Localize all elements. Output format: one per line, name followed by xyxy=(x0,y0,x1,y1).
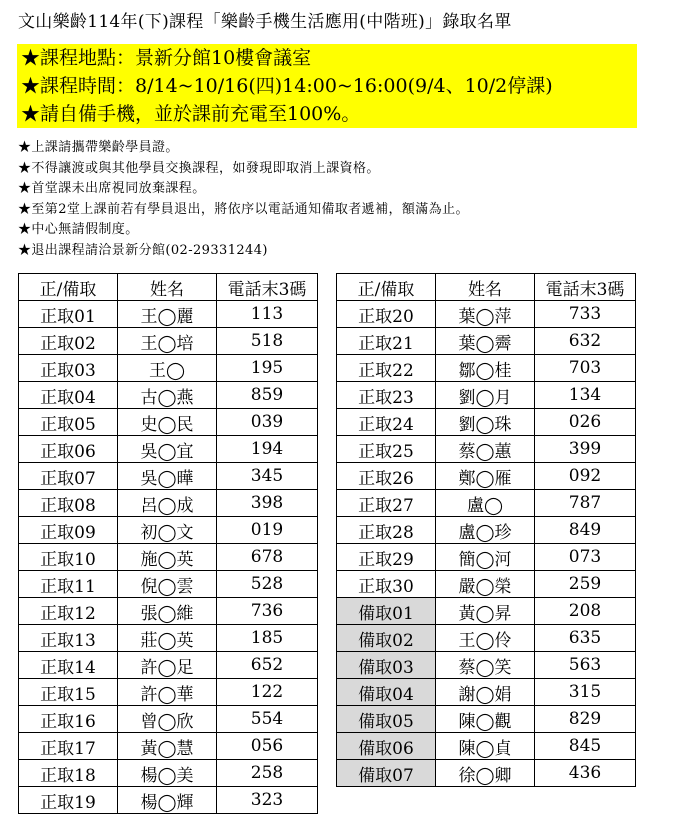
status-header: 正/備取 xyxy=(19,274,118,301)
status-cell: 正取18 xyxy=(19,760,118,787)
status-cell: 備取05 xyxy=(337,706,436,733)
name-cell: 許◯足 xyxy=(118,652,217,679)
roster-table-right xyxy=(336,273,636,787)
table-row xyxy=(19,301,318,328)
table-row xyxy=(337,760,636,787)
name-cell: 盧◯珍 xyxy=(436,517,535,544)
name-cell: 鄒◯桂 xyxy=(436,355,535,382)
phone-cell: 208 xyxy=(535,598,636,625)
status-cell: 正取28 xyxy=(337,517,436,544)
table-row xyxy=(337,409,636,436)
note-item: ★上課請攜帶樂齡學員證。 xyxy=(18,140,179,155)
name-cell: 蔡◯笑 xyxy=(436,652,535,679)
status-cell: 正取09 xyxy=(19,517,118,544)
table-row xyxy=(337,571,636,598)
status-cell: 正取30 xyxy=(337,571,436,598)
phone-cell: 518 xyxy=(217,328,318,355)
status-cell: 正取21 xyxy=(337,328,436,355)
phone-cell: 185 xyxy=(217,625,318,652)
status-cell: 正取06 xyxy=(19,436,118,463)
table-row xyxy=(337,733,636,760)
table-row xyxy=(19,490,318,517)
phone-cell: 733 xyxy=(535,301,636,328)
status-cell: 正取19 xyxy=(19,787,118,814)
table-row xyxy=(337,517,636,544)
name-cell: 楊◯輝 xyxy=(118,787,217,814)
phone-cell: 563 xyxy=(535,652,636,679)
table-row xyxy=(337,706,636,733)
table-row xyxy=(19,733,318,760)
phone-cell: 315 xyxy=(535,679,636,706)
status-cell: 正取10 xyxy=(19,544,118,571)
status-cell: 正取12 xyxy=(19,598,118,625)
table-row xyxy=(19,463,318,490)
status-cell: 正取07 xyxy=(19,463,118,490)
table-row xyxy=(337,301,636,328)
status-cell: 正取14 xyxy=(19,652,118,679)
table-row xyxy=(337,679,636,706)
phone-cell: 398 xyxy=(217,490,318,517)
table-row xyxy=(337,490,636,517)
name-cell: 嚴◯榮 xyxy=(436,571,535,598)
name-cell: 盧◯ xyxy=(436,490,535,517)
course-info-highlight xyxy=(17,44,637,128)
status-cell: 備取06 xyxy=(337,733,436,760)
table-header-row xyxy=(337,274,636,301)
rules-list xyxy=(18,138,668,262)
status-cell: 正取01 xyxy=(19,301,118,328)
phone-header: 電話末3碼 xyxy=(217,274,318,301)
table-row xyxy=(19,571,318,598)
name-cell: 劉◯月 xyxy=(436,382,535,409)
table-row xyxy=(337,328,636,355)
phone-cell: 019 xyxy=(217,517,318,544)
name-cell: 葉◯霽 xyxy=(436,328,535,355)
phone-cell: 056 xyxy=(217,733,318,760)
phone-cell: 859 xyxy=(217,382,318,409)
phone-cell: 073 xyxy=(535,544,636,571)
table-row xyxy=(337,652,636,679)
table-row xyxy=(337,598,636,625)
status-cell: 正取22 xyxy=(337,355,436,382)
name-cell: 古◯燕 xyxy=(118,382,217,409)
status-cell: 備取03 xyxy=(337,652,436,679)
table-row xyxy=(19,652,318,679)
status-cell: 正取27 xyxy=(337,490,436,517)
status-header: 正/備取 xyxy=(337,274,436,301)
table-row xyxy=(337,436,636,463)
name-cell: 王◯麗 xyxy=(118,301,217,328)
phone-cell: 113 xyxy=(217,301,318,328)
table-row xyxy=(19,544,318,571)
name-cell: 史◯民 xyxy=(118,409,217,436)
table-row xyxy=(19,787,318,814)
status-cell: 正取02 xyxy=(19,328,118,355)
name-cell: 初◯文 xyxy=(118,517,217,544)
phone-cell: 194 xyxy=(217,436,318,463)
table-row xyxy=(19,328,318,355)
status-cell: 正取17 xyxy=(19,733,118,760)
phone-cell: 092 xyxy=(535,463,636,490)
name-cell: 鄭◯雁 xyxy=(436,463,535,490)
status-cell: 正取13 xyxy=(19,625,118,652)
name-cell: 陳◯觀 xyxy=(436,706,535,733)
name-cell: 吳◯宜 xyxy=(118,436,217,463)
phone-cell: 195 xyxy=(217,355,318,382)
table-row xyxy=(337,382,636,409)
status-cell: 正取05 xyxy=(19,409,118,436)
phone-cell: 436 xyxy=(535,760,636,787)
name-cell: 呂◯成 xyxy=(118,490,217,517)
status-cell: 正取03 xyxy=(19,355,118,382)
note-item: ★退出課程請洽景新分館(02-29331244) xyxy=(18,242,268,258)
status-cell: 正取26 xyxy=(337,463,436,490)
phone-cell: 399 xyxy=(535,436,636,463)
table-row xyxy=(19,679,318,706)
name-cell: 張◯維 xyxy=(118,598,217,625)
phone-cell: 345 xyxy=(217,463,318,490)
phone-cell: 652 xyxy=(217,652,318,679)
bring-phone-note: ★請自備手機，並於課前充電至100%。 xyxy=(21,103,361,125)
status-cell: 正取24 xyxy=(337,409,436,436)
table-header-row xyxy=(19,274,318,301)
phone-cell: 845 xyxy=(535,733,636,760)
note-item: ★不得讓渡或與其他學員交換課程，如發現即取消上課資格。 xyxy=(18,160,380,176)
phone-cell: 122 xyxy=(217,679,318,706)
table-row xyxy=(19,517,318,544)
name-cell: 許◯華 xyxy=(118,679,217,706)
phone-cell: 134 xyxy=(535,382,636,409)
name-cell: 蔡◯蕙 xyxy=(436,436,535,463)
table-row xyxy=(19,625,318,652)
phone-cell: 554 xyxy=(217,706,318,733)
status-cell: 正取04 xyxy=(19,382,118,409)
table-row xyxy=(19,409,318,436)
name-cell: 謝◯娟 xyxy=(436,679,535,706)
roster-body-right xyxy=(337,301,636,787)
status-cell: 正取08 xyxy=(19,490,118,517)
note-item: ★首堂課未出席視同放棄課程。 xyxy=(18,181,206,197)
name-cell: 簡◯河 xyxy=(436,544,535,571)
course-location: ★課程地點：景新分館10樓會議室 xyxy=(21,47,312,69)
name-cell: 倪◯雲 xyxy=(118,571,217,598)
table-row xyxy=(337,355,636,382)
phone-header: 電話末3碼 xyxy=(535,274,636,301)
name-cell: 黃◯慧 xyxy=(118,733,217,760)
name-cell: 施◯英 xyxy=(118,544,217,571)
status-cell: 正取15 xyxy=(19,679,118,706)
status-cell: 正取29 xyxy=(337,544,436,571)
name-cell: 葉◯萍 xyxy=(436,301,535,328)
phone-cell: 259 xyxy=(535,571,636,598)
phone-cell: 703 xyxy=(535,355,636,382)
table-row xyxy=(19,436,318,463)
table-row xyxy=(19,355,318,382)
table-row xyxy=(19,598,318,625)
page-title: 文山樂齡114年(下)課程「樂齡手機生活應用(中階班)」錄取名單 xyxy=(18,12,512,32)
phone-cell: 829 xyxy=(535,706,636,733)
phone-cell: 632 xyxy=(535,328,636,355)
phone-cell: 528 xyxy=(217,571,318,598)
name-cell: 徐◯卿 xyxy=(436,760,535,787)
name-header: 姓名 xyxy=(436,274,535,301)
table-row xyxy=(19,382,318,409)
status-cell: 正取25 xyxy=(337,436,436,463)
table-row xyxy=(19,760,318,787)
name-header: 姓名 xyxy=(118,274,217,301)
table-row xyxy=(19,706,318,733)
phone-cell: 635 xyxy=(535,625,636,652)
phone-cell: 026 xyxy=(535,409,636,436)
table-row xyxy=(337,544,636,571)
roster-table-left xyxy=(18,273,318,814)
status-cell: 正取20 xyxy=(337,301,436,328)
roster-body-left xyxy=(19,301,318,814)
course-time: ★課程時間：8/14~10/16(四)14:00~16:00(9/4、10/2停課) xyxy=(21,75,553,97)
status-cell: 備取01 xyxy=(337,598,436,625)
name-cell: 陳◯貞 xyxy=(436,733,535,760)
name-cell: 曾◯欣 xyxy=(118,706,217,733)
phone-cell: 849 xyxy=(535,517,636,544)
phone-cell: 787 xyxy=(535,490,636,517)
note-item: ★中心無請假制度。 xyxy=(18,222,139,238)
table-row xyxy=(337,625,636,652)
name-cell: 吳◯曄 xyxy=(118,463,217,490)
phone-cell: 678 xyxy=(217,544,318,571)
status-cell: 備取02 xyxy=(337,625,436,652)
status-cell: 正取16 xyxy=(19,706,118,733)
name-cell: 楊◯美 xyxy=(118,760,217,787)
name-cell: 王◯培 xyxy=(118,328,217,355)
phone-cell: 258 xyxy=(217,760,318,787)
name-cell: 王◯ xyxy=(118,355,217,382)
name-cell: 莊◯英 xyxy=(118,625,217,652)
name-cell: 王◯伶 xyxy=(436,625,535,652)
name-cell: 黃◯昇 xyxy=(436,598,535,625)
status-cell: 正取23 xyxy=(337,382,436,409)
name-cell: 劉◯珠 xyxy=(436,409,535,436)
note-item: ★至第2堂上課前若有學員退出，將依序以電話通知備取者遞補，額滿為止。 xyxy=(18,201,469,217)
phone-cell: 323 xyxy=(217,787,318,814)
table-row xyxy=(337,463,636,490)
status-cell: 備取04 xyxy=(337,679,436,706)
phone-cell: 736 xyxy=(217,598,318,625)
status-cell: 備取07 xyxy=(337,760,436,787)
status-cell: 正取11 xyxy=(19,571,118,598)
phone-cell: 039 xyxy=(217,409,318,436)
